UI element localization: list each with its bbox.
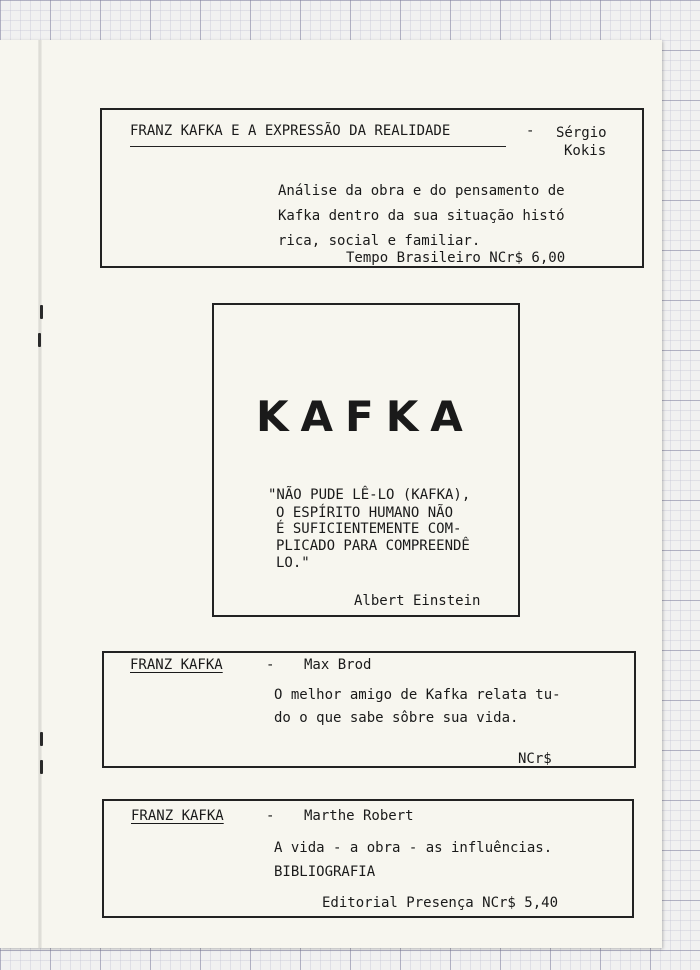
- staple-top: [40, 305, 43, 319]
- title-underline: [130, 146, 506, 147]
- kafka-quote-box: [212, 303, 520, 617]
- book-author: Kokis: [564, 143, 607, 159]
- quote-text: É SUFICIENTEMENTE COM-: [276, 521, 462, 537]
- quote-text: "NÃO PUDE LÊ-LO (KAFKA),: [268, 487, 471, 503]
- quote-text: LO.": [276, 555, 310, 571]
- book-description: O melhor amigo de Kafka relata tu-: [274, 687, 561, 703]
- staple-top-2: [38, 333, 41, 347]
- page-fold: [38, 40, 42, 948]
- book-description: Kafka dentro da sua situação histó: [278, 208, 565, 224]
- staple-bottom: [40, 732, 43, 746]
- book-description: do o que sabe sôbre sua vida.: [274, 710, 519, 726]
- quote-text: PLICADO PARA COMPREENDÊ: [276, 538, 470, 554]
- publisher-price: Tempo Brasileiro NCr$ 6,00: [346, 250, 566, 266]
- book-title: FRANZ KAFKA E A EXPRESSÃO DA REALIDADE: [130, 123, 451, 139]
- book-description: Análise da obra e do pensamento de: [278, 183, 565, 199]
- quote-attribution: Albert Einstein: [354, 593, 481, 609]
- book-description: A vida - a obra - as influências.: [274, 840, 553, 856]
- book-author: Sérgio: [556, 125, 607, 141]
- quote-text: O ESPÍRITO HUMANO NÃO: [276, 505, 454, 521]
- dash: -: [266, 808, 275, 824]
- dash: -: [526, 123, 535, 139]
- book-description: BIBLIOGRAFIA: [274, 864, 376, 880]
- kafka-title: KAFKA: [256, 392, 475, 441]
- book-title: FRANZ KAFKA: [130, 657, 223, 673]
- staple-bottom-2: [40, 760, 43, 774]
- price: NCr$: [518, 751, 552, 767]
- publisher-price: Editorial Presença NCr$ 5,40: [322, 895, 559, 911]
- dash: -: [266, 657, 275, 673]
- book-description: rica, social e familiar.: [278, 233, 481, 249]
- book-author: Max Brod: [304, 657, 372, 673]
- book-author: Marthe Robert: [304, 808, 414, 824]
- book-title: FRANZ KAFKA: [131, 808, 224, 824]
